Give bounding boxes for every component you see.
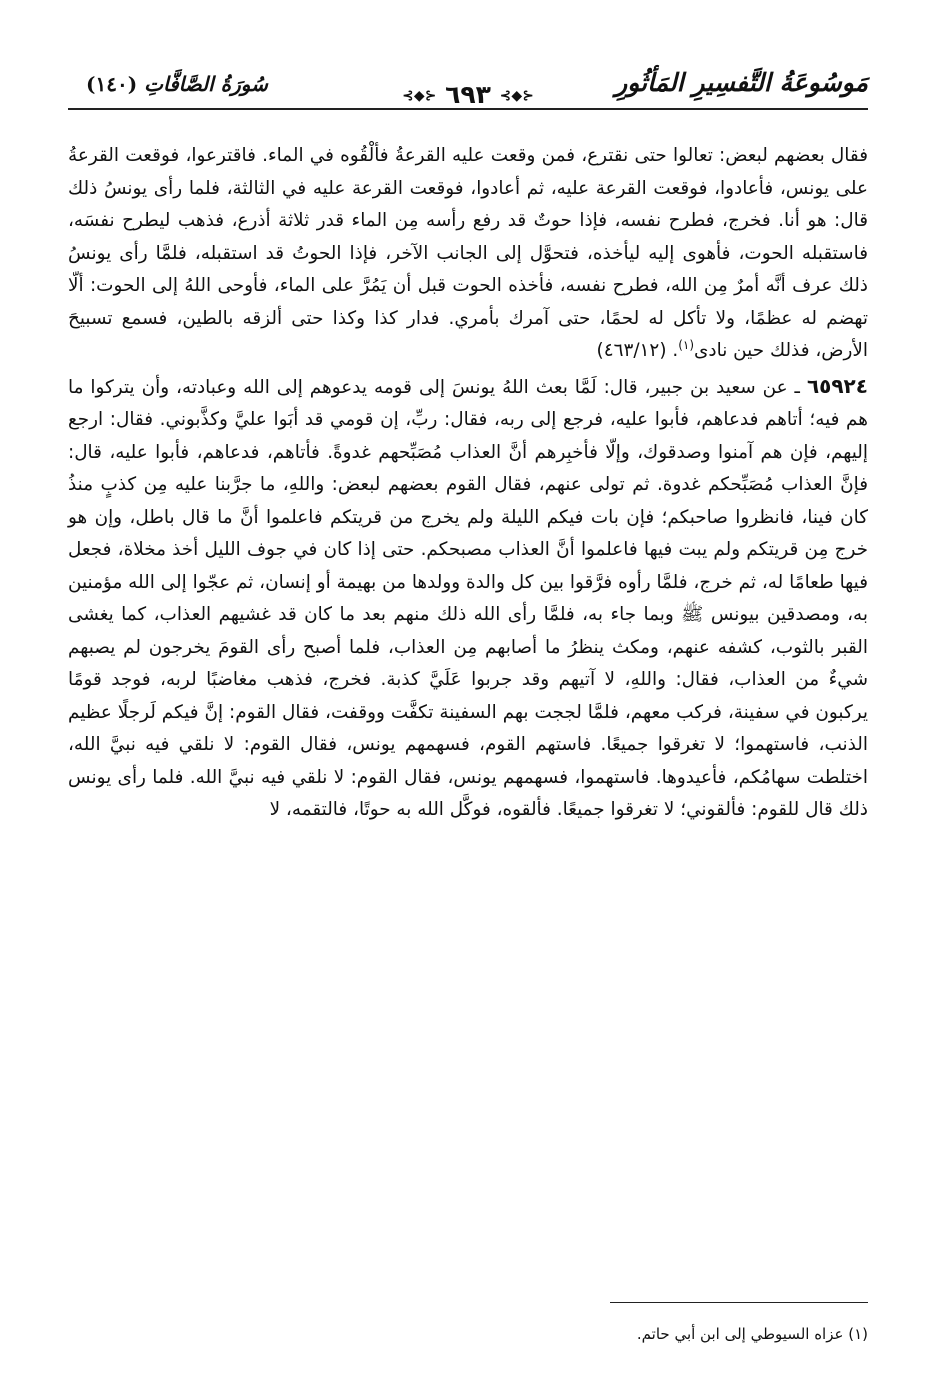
sura-info [86,72,268,96]
sura-number: (١٤٠) [86,72,138,96]
footnote: (١) عزاه السيوطي إلى ابن أبي حاتم. [636,1325,868,1343]
paragraph-continuation: فقال بعضهم لبعض: تعالوا حتى نقترع، فمن وقعت عليه القرعةُ فألْقُوه في الماء. فاقترعوا، فوقعت القرعةُ على يونس، فأعادوا، فوقعت القرعة عليه، ثم أعادوا، فوقعت القرعة عليه في الثالثة، فلما رأى يونسُ ذلك قال: هو أنا. فخرج، فطرح نفسه، فإذا حوتٌ قد رفع رأسه مِن الماء قدر ثلاثة أذرع، فذهب ليطرح نفسَه، فاستقبله الحوت، فأهوى إليه ليأخذه، فتحوَّل إلى الجانب الآخر، فإذا الحوتُ قد استقبله، فلمَّا رأى يونسُ ذلك عرف أنَّه أمرٌ مِن الله، فطرح نفسه، فأخذه الحوت قبل أن يَمُرَّ على الماء، فأوحى اللهُ إلى الحوت: ألّا تهضم له عظمًا، ولا تأكل له لحمًا، حتى آمرك بأمري. فدار كذا وكذا حتى ألزقه بالطين، فسمع تسبيحَ الأرض، فذلك حين نادى$^{(١)}$. (٤٦٣/١٢) [68,145,868,361]
footnote-marker: (١) [678,337,695,352]
entry-text: ـ عن سعيد بن جبير، قال: لَمَّا بعث اللهُ يونسَ إلى قومه يدعوهم إلى الله وعبادته، وأن يتركوا ما هم فيه؛ أتاهم فدعاهم، فأبوا عليه، فرجع إلى ربه، فقال: ربِّ، إن قومي قد أبَوا عليَّ وكذَّبوني. فقال: ارجع إليهم، فإن هم آمنوا وصدقوك، وإلّا فأخبِرهم أنَّ العذاب مُصَبِّحهم غدوةً. فأتاهم، فدعاهم، فأبوا عليه، قال: فإنَّ العذاب مُصَبِّحكم غدوة. ثم تولى عنهم، فقال القوم بعضهم لبعض: واللهِ، ما جرَّبنا عليه مِن كذبٍ منذُ كان فينا، فانظروا صاحبكم؛ فإن بات فيكم الليلة ولم يخرج من قريتكم فاعلموا أنَّ ما قال باطل، وإن هو خرج مِن قريتكم ولم يبت فيها فاعلموا أنَّ العذاب مصبحكم. حتى إذا كان في جوف الليل أخذ مخلاة، فجعل فيها طعامًا له، ثم خرج، فلمَّا رأوه فرَّقوا بين كل والدة وولدها من بهيمة أو إنسان، ثم عجّوا إلى الله مؤمنين به، ومصدقين بيونس ﷺ وبما جاء به، فلمَّا رأى الله ذلك منهم بعد ما كان قد غشيهم العذاب، كما يغشى القبر بالثوب، كشفه عنهم، ومكث ينظرُ ما أصابهم مِن العذاب، فلما أصبح رأى القومَ يخرجون لم يصبهم شيءٌ من العذاب، فقال: واللهِ، لا آتيهم وقد جربوا عَلَيَّ كذبة. فخرج، فذهب مغاضبًا لربه، فوجد قومًا يركبون في سفينة، فركب معهم، فلمَّا لججت بهم السفينة تكفَّت ووقفت، فقال القوم: إنَّ فيكم لَرجلًا عظيم الذنب، فاستهموا؛ لا تغرقوا جميعًا. فاستهم القوم، فسهمهم يونس، فقال القوم: لا نلقي فيه نبيَّ الله، اختلطت سهامُكم، فأعيدوها. فاستهموا، فسهمهم يونس، فقال القوم: لا نلقي فيه نبيَّ الله. فلما رأى يونس ذلك قال للقوم: فألقوني؛ لا تغرقوا جميعًا. فألقوه، فوكَّل الله به حوتًا، فالتقمه، لا [68,376,868,820]
page-header [68,62,868,110]
entry-number: ٦٥٩٢٤ [806,373,868,398]
book-title: مَوسُوعَةُ التَّفسِيرِ المَأثُورِ [615,68,868,97]
page-number: ٦٩٣ [445,80,491,109]
sura-name: سُورَةُ الصَّافَّاتِ [144,72,268,96]
main-text [68,140,868,827]
ornament-left-icon: ⊰◆⊱ [402,88,437,104]
paragraph-text: فقال بعضهم لبعض: تعالوا حتى نقترع، فمن وقعت عليه القرعةُ فألْقُوه في الماء. فاقترعوا، فوقعت القرعةُ على يونس، فأعادوا، فوقعت القرعة عليه، ثم أعادوا، فوقعت القرعة عليه في الثالثة، فلما رأى يونسُ ذلك قال: هو أنا. فخرج، فطرح نفسه، فإذا حوتٌ قد رفع رأسه مِن الماء قدر ثلاثة أذرع، فذهب ليطرح نفسَه، فاستقبله الحوت، فأهوى إليه ليأخذه، فتحوَّل إلى الجانب الآخر، فإذا الحوتُ قد استقبله، فلمَّا رأى يونسُ ذلك عرف أنَّه أمرٌ مِن الله، فطرح نفسه، فأخذه الحوت قبل أن يَمُرَّ على الماء، فأوحى اللهُ إلى الحوت: ألّا تهضم له عظمًا، ولا تأكل له لحمًا، حتى آمرك بأمري. فدار كذا وكذا حتى ألزقه بالطين، فسمع تسبيحَ الأرض، فذلك حين نادى [68,145,868,361]
footnote-divider [610,1302,868,1303]
hadith-entry [68,370,868,827]
ornament-right-icon: ⊰◆⊱ [499,88,534,104]
volume-page-reference: (٤٦٣/١٢) [596,340,667,361]
